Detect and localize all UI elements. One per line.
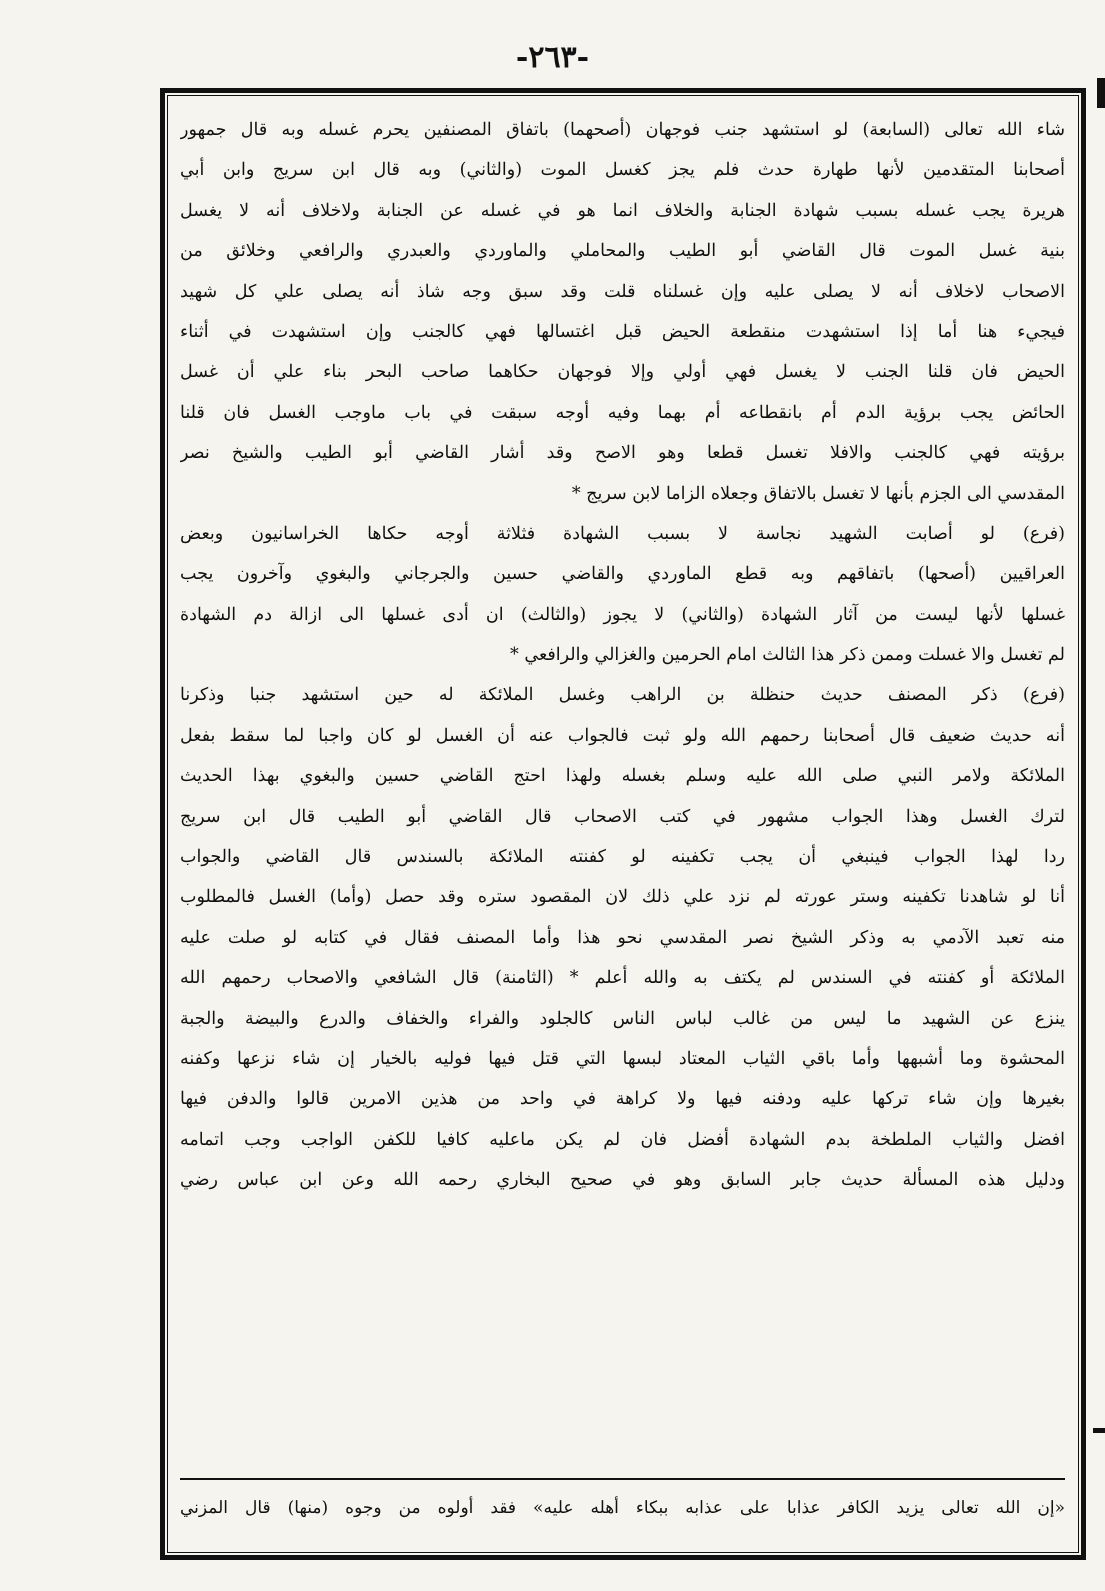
text-line: أنا لو شاهدنا تكفينه وستر عورته لم نزد علي ذلك لان المقصود ستره وقد حصل (وأما) الغسل فالمطلوب (180, 887, 1065, 908)
text-line: ينزع عن الشهيد ما ليس من غالب لباس الناس كالجلود والفراء والخفاف والدرع والبيضة والجبة (180, 1008, 1065, 1029)
text-line: الاصحاب لاخلاف أنه لا يصلى عليه وإن غسلناه قلت وقد سبق وجه شاذ أنه يصلى علي كل شهيد (180, 281, 1065, 302)
footnote-text: «إن الله تعالى يزيد الكافر عذابا على عذابه ببكاء أهله عليه» فقد أولوه من وجوه (منها) قال المزني (180, 1498, 1065, 1518)
text-line: الملائكة أو كفنته في السندس لم يكتف به والله أعلم * (الثامنة) قال الشافعي والاصحاب رحمهم الله (180, 968, 1065, 989)
text-line: منه تعبد الآدمي به وذكر الشيخ نصر المقدسي نحو هذا وأما المصنف فقال في كتابه لو صلت عليه (180, 927, 1065, 948)
text-line: ردا لهذا الجواب فينبغي أن يجب تكفينه لو كفنته الملائكة بالسندس قال القاضي والجواب (180, 847, 1065, 868)
text-line: هريرة يجب غسله بسبب شهادة الجنابة والخلاف انما هو في غسله عن الجنابة ولاخلاف أنه لا يغسل (180, 200, 1065, 221)
text-line: غسلها لأنها ليست من آثار الشهادة (والثاني) لا يجوز (والثالث) ان أدى غسلها الى ازالة دم الشهادة (180, 604, 1065, 625)
text-line: بنية غسل الموت قال القاضي أبو الطيب والمحاملي والماوردي والعبدري والرافعي وخلائق من (180, 241, 1065, 262)
text-line: بغيرها وإن شاء تركها عليه ودفنه فيها ولا كراهة في واحد من هذين الامرين قالوا والدفن فيها (180, 1089, 1065, 1110)
scan-edge-mark (1097, 78, 1105, 108)
text-line: شاء الله تعالى (السابعة) لو استشهد جنب فوجهان (أصحهما) باتفاق المصنفين يحرم غسله وبه قال جمهور (180, 120, 1065, 140)
page-number: -٢٦٣- (515, 40, 590, 75)
footnote-separator (180, 1478, 1065, 1480)
text-line: افضل والثياب الملطخة بدم الشهادة أفضل فان لم يكن ماعليه كافيا للكفن الواجب وجب اتمامه (180, 1129, 1065, 1150)
text-line: أصحابنا المتقدمين لأنها طهارة حدث فلم يجز كغسل الموت (والثاني) وبه قال ابن سريج وابن أبي (180, 160, 1065, 181)
text-line: لترك الغسل وهذا الجواب مشهور في كتب الاصحاب قال القاضي أبو الطيب قال ابن سريج (180, 806, 1065, 827)
text-line: برؤيته فهي كالجنب والافلا تغسل قطعا وهو الاصح وقد أشار القاضي أبو الطيب والشيخ نصر (180, 443, 1065, 464)
text-line: المقدسي الى الجزم بأنها لا تغسل بالاتفاق وجعلاه الزاما لابن سريج * (571, 483, 1065, 504)
text-line: الحائض يجب برؤية الدم أم بانقطاعه أم بهما وفيه أوجه سبقت في باب ماوجب الغسل فان قلنا (180, 402, 1065, 423)
text-line: ودليل هذه المسألة حديث جابر السابق وهو في صحيح البخاري رحمه الله وعن ابن عباس رضي (180, 1170, 1065, 1191)
text-line: الحيض فان قلنا الجنب لا يغسل فهي أولي وإلا فوجهان حكاهما صاحب البحر بناء علي أن غسل (180, 362, 1065, 383)
scan-edge-mark (1093, 1428, 1105, 1433)
text-line: لم تغسل والا غسلت وممن ذكر هذا الثالث امام الحرمين والغزالي والرافعي * (510, 645, 1065, 666)
text-line: الملائكة ولامر النبي صلى الله عليه وسلم بغسله ولهذا احتج القاضي حسين والبغوي بهذا الحديث (180, 766, 1065, 787)
main-text-block (180, 110, 1065, 1470)
text-line: العراقيين (أصحها) باتفاقهم وبه قطع الماوردي والقاضي حسين والجرجاني والبغوي وآخرون يجب (180, 564, 1065, 585)
text-line: المحشوة وما أشبهها وأما باقي الثياب المعتاد لبسها التي قتل فيها فوليه بالخيار إن شاء نزعها وكفنه (180, 1048, 1065, 1069)
text-line: أنه حديث ضعيف قال أصحابنا رحمهم الله ولو ثبت فالجواب عنه أن الغسل لو كان واجبا لما سقط بفعل (180, 725, 1065, 746)
text-line: (فرع) لو أصابت الشهيد نجاسة لا بسبب الشهادة فثلاثة أوجه حكاها الخراسانيون وبعض (180, 523, 1065, 544)
text-line: (فرع) ذكر المصنف حديث حنظلة بن الراهب وغسل الملائكة له حين استشهد جنبا وذكرنا (180, 685, 1065, 706)
text-line: فيجيء هنا أما إذا استشهدت منقطعة الحيض قبل اغتسالها فهي كالجنب وإن استشهدت في أثناء (180, 321, 1065, 342)
